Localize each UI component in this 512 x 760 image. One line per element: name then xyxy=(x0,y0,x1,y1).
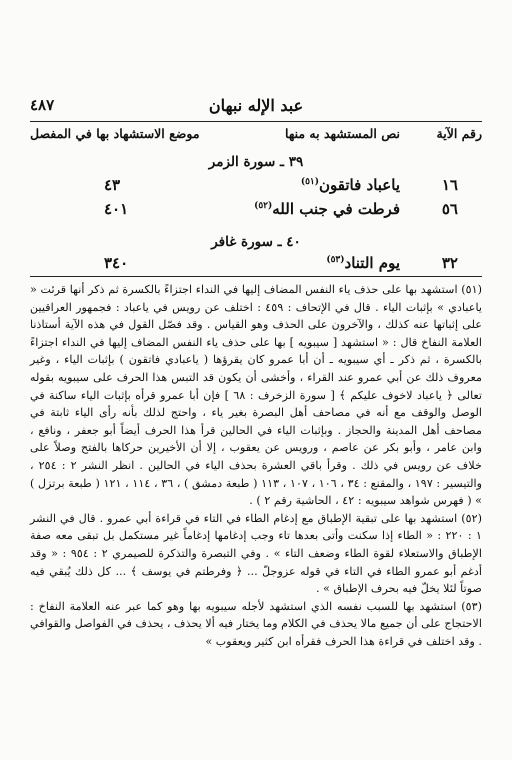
verse-text: فرطت في جنب الله$^{(٥٢)}$ xyxy=(254,200,400,218)
surah-heading: ٤٠ ـ سورة غافر xyxy=(211,234,301,250)
footnote-52: (٥٢) استشهد بها على تبقية الإطباق مع إدغام الطاء في التاء في قراءة أبي عمرو . قال في النشر ١ : ٢٢٠ : « الطاء إذا سكنت وأتى بعدها تاء وجب إدغامها إدغاماً غير مستكمل بل تبقى معه صفة الإطباق والاستعلاء لقوة الطاء وضعف التاء » . وفي التبصرة والتذكرة للصيمري ٢ : ٩٥٤ : « وقد أدغم أبو عمرو الطاء في التاء في قوله عزوجلّ ... ﴿ وفرطتم في يوسف ﴾ ... كل ذلك يُبقي فيه صوتاً لئلا يخلّ فيه بحرف الإطباق » . xyxy=(30,511,482,596)
column-quoted-text: نص المستشهد به منها xyxy=(285,126,400,141)
footnote-ref: (٥٣) xyxy=(326,255,345,265)
page-header xyxy=(30,96,482,118)
verse-row xyxy=(30,254,482,276)
author-name: عبد الإله نبهان xyxy=(208,96,304,115)
ayah-number: ٣٢ xyxy=(441,254,458,272)
location-value: ٣٤٠ xyxy=(104,254,129,272)
footnote-divider xyxy=(30,276,482,277)
verse-text: ياعباد فاتقون$^{(٥١)}$ xyxy=(300,176,400,194)
surah-heading: ٣٩ ـ سورة الزمر xyxy=(208,154,304,170)
location-value: ٤٣ xyxy=(104,176,121,194)
column-location: موضع الاستشهاد بها في المفصل xyxy=(30,126,200,141)
verse-row xyxy=(30,176,482,198)
location-value: ٤٠١ xyxy=(104,200,129,218)
footnote-ref: (٥١) xyxy=(300,177,320,187)
verse-text: يوم التناد$^{(٥٣)}$ xyxy=(326,254,400,272)
ayah-number: ١٦ xyxy=(441,176,458,194)
footnote-53: (٥٣) استشهد بها للسبب نفسه الذي استشهد لأجله سيبويه بها وهو كما عبر عنه العلامة النفاخ : الاحتجاج على أن جميع مالا يحذف في الكلام وما يختار فيه ألا يحذف ، يحذف في الفواصل والقوافي . وقد اختلف في قراءة هذا الحرف فقرأه ابن كثير ويعقوب » xyxy=(30,599,482,648)
ayah-number: ٥٦ xyxy=(441,200,458,218)
footnote-ref: (٥٢) xyxy=(254,201,273,211)
header-divider xyxy=(30,121,482,122)
page-number: ٤٨٧ xyxy=(30,96,55,114)
column-headers xyxy=(30,126,482,148)
column-ayah-number: رقم الآية xyxy=(436,126,482,141)
footnote-51: (٥١) استشهد بها على حذف ياء النفس المضاف إليها في النداء اجتزاءً بالكسرة ثم ذكر أنها قرئت « ياعبادي » بإثبات الياء . قال في الإتحاف : ٤٥٩ : اختلف عن رويس في ياعباد : فجمهور العراقيين على إثباتها عنه كذلك ، والآخرون على الحذف وهو القياس . وقد فصّل القول في هذه الآية أستاذنا العلامة النفاخ قال : « استشهد [ سيبويه ] بها على حذف ياء النفس المضاف إليها في النداء اجتزاءً بالكسرة ، ثم ذكر ـ أي سيبويه ـ أن أبا عمرو كان يقرؤها ( ياعبادي فاتقون ) بإثبات الياء ، وغير معروف ذلك عن أبي عمرو عند القراء ، وأخشى أن يكون قد التبس هذا الحرف على سيبويه بقوله تعالى ﴿ ياعباد لاخوف عليكم ﴾ [ سورة الزخرف : ٦٨ ] فإن أبا عمرو قرأه بإثبات الياء ساكنة في الوصل والوقف مع أنه في مصاحف أهل البصرة بغير ياء ، واحتج لذلك بأنه رأى الياء ثابتة في مصاحف أهل المدينة والحجاز . وبإثبات الياء في الحالين قرأ هذا الحرف أيضاً أبو جعفر ، ونافع ، وابن عامر ، وأبو بكر عن عاصم ، ورويس عن يعقوب ، إلا أن الأخيرين حركاها بالفتح وصلاً على خلاف عن رويس في ذلك . وقرأ باقي العشرة بحذف الياء في الحالين . انظر النشر ٢ : ٢٥٤ ، والتيسير : ١٩٧ ، والمقنع : ٣٤ ، ١٠٦ ، ١٠٧ ، ١١٣ ( طبعة دمشق ) ، ٣٦ ، ١١٤ ، ١٢١ ( طبعة برتزل ) » ( فهرس شواهد سيبويه : ٤٢ ، الحاشية رقم ٢ ) . xyxy=(30,283,482,508)
footnotes xyxy=(30,281,482,650)
verse-row xyxy=(30,200,482,222)
